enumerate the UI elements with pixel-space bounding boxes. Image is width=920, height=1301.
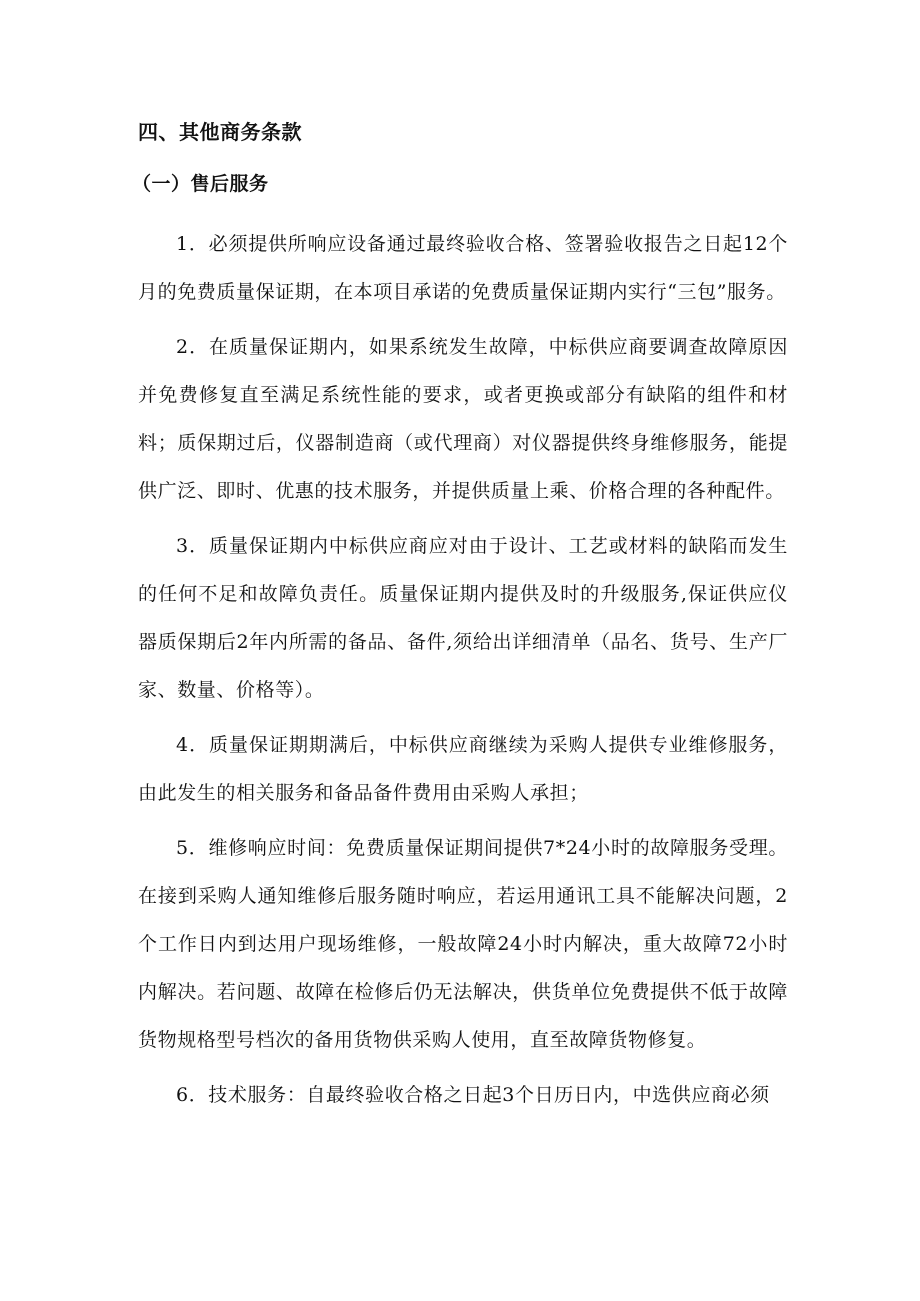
paragraph-2: 2．在质量保证期内，如果系统发生故障，中标供应商要调查故障原因并免费修复直至满足系统性能的要求，或者更换或部分有缺陷的组件和材料；质保期过后，仪器制造商（或代理商）对仪器提供终身维修服务，能提供广泛、即时、优惠的技术服务，并提供质量上乘、价格合理的各种配件。 [138,336,788,502]
document-body [132,116,788,1126]
paragraph-5: 5．维修响应时间：免费质量保证期间提供7*24小时的故障服务受理。在接到采购人通知维修后服务随时响应，若运用通讯工具不能解决问题，2个工作日内到达用户现场维修，一般故障24小时内解决，重大故障72小时内解决。若问题、故障在检修后仍无法解决，供货单位免费提供不低于故障货物规格型号档次的备用货物供采购人使用，直至故障货物修复。 [138,837,788,1051]
paragraph-4: 4．质量保证期期满后，中标供应商继续为采购人提供专业维修服务，由此发生的相关服务和备品备件费用由采购人承担； [138,734,788,804]
paragraph-3: 3．质量保证期内中标供应商应对由于设计、工艺或材料的缺陷而发生的任何不足和故障负责任。质量保证期内提供及时的升级服务,保证供应仪器质保期后2年内所需的备品、备件,须给出详细清单（品名、货号、生产厂家、数量、价格等）。 [138,535,788,701]
section-title: 四、其他商务条款 [138,120,302,144]
paragraph-1: 1．必须提供所响应设备通过最终验收合格、签署验收报告之日起12个月的免费质量保证期，在本项目承诺的免费质量保证期内实行“三包”服务。 [138,233,788,303]
subsection-title: （一）售后服务 [132,173,269,195]
paragraph-6: 6．技术服务：自最终验收合格之日起3个日历日内，中选供应商必须 [176,1084,770,1106]
